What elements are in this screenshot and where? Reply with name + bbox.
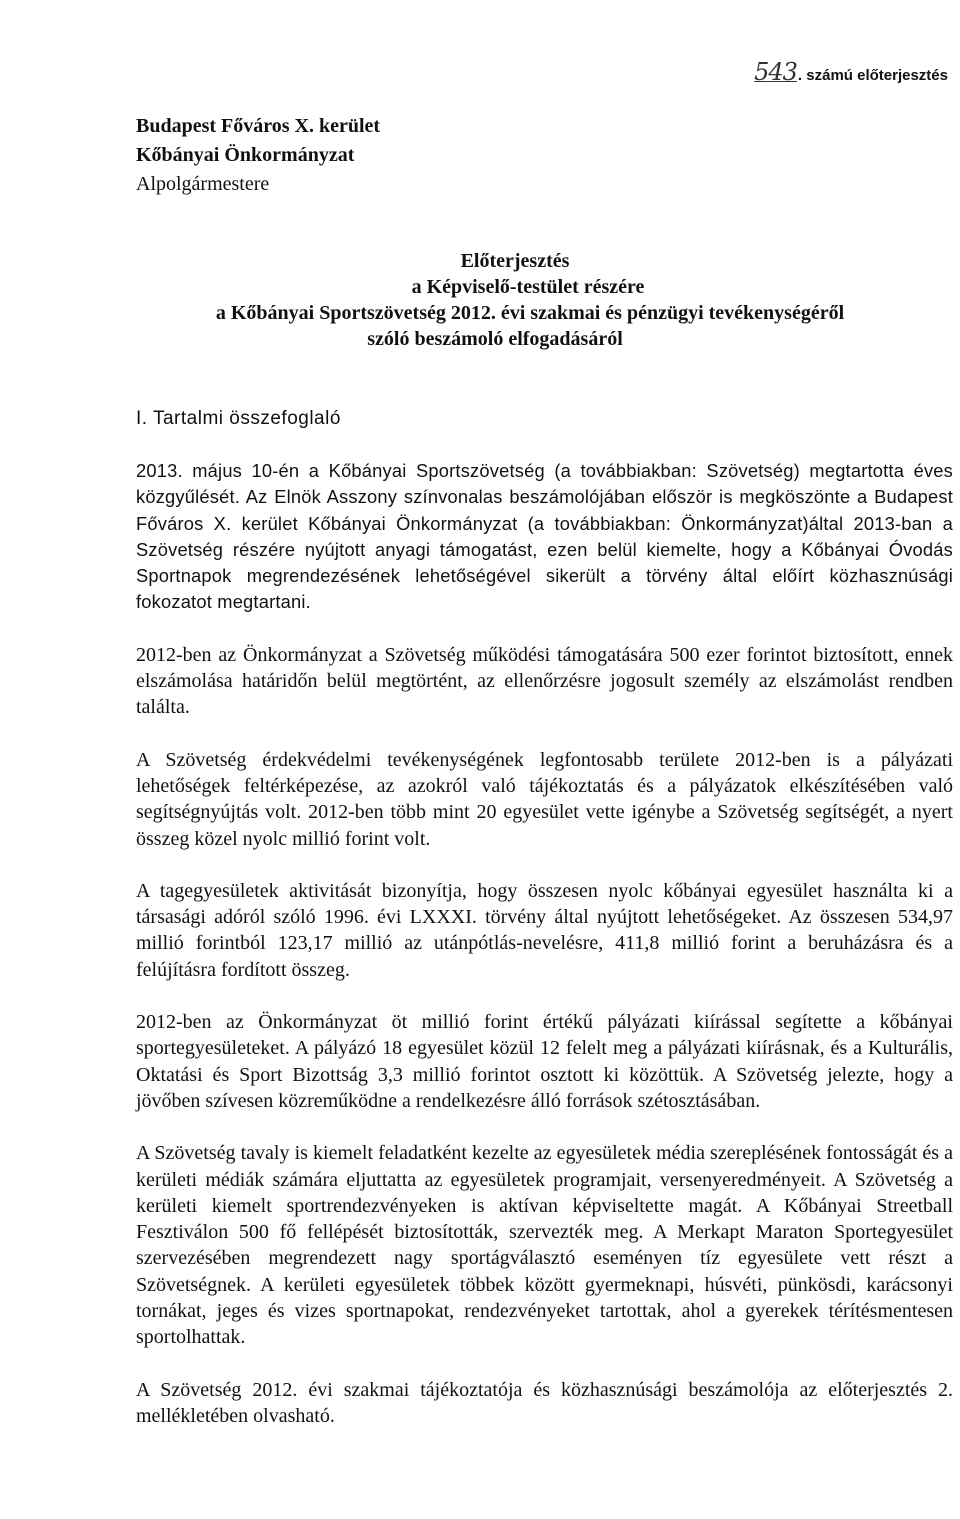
number-suffix: . számú előterjesztés — [797, 67, 948, 84]
title-line: szóló beszámoló elfogadásáról — [367, 328, 623, 350]
sender-line: Alpolgármestere — [136, 173, 270, 195]
sender-block — [136, 112, 380, 199]
sender-line: Budapest Főváros X. kerület — [136, 115, 381, 137]
document-body — [136, 458, 953, 1455]
paragraph: A Szövetség 2012. évi szakmai tájékoztatója és közhasznúsági beszámolója az előterjesztés 2. mellékletében olvasható. — [136, 1378, 953, 1427]
paragraph: 2013. május 10-én a Kőbányai Sportszövetség (a továbbiakban: Szövetség) megtartotta éves közgyűlését. Az Elnök Asszony színvonalas beszámolójában először is megköszönte a Budapest Főváros X. kerület Kőbányai Önkormányzat (a továbbiakban: Önkormányzat)által 2013-ban a Szövetség részére nyújtott anyagi támogatást, ezen belül kiemelte, hogy a Kőbányai Óvodás Sportnapok megrendezésének lehetőségével sikerült a törvény által előírt közhasznúsági fokozatot megtartani. — [136, 460, 953, 613]
title-line: a Képviselő-testület részére — [411, 276, 645, 298]
paragraph: 2012-ben az Önkormányzat öt millió forint értékű pályázati kiírással segítette a kőbányai sportegyesületeket. A pályázó 18 egyesület közül 12 felelt meg a pályázati kiírásnak, és a Kulturális, Oktatási és Sport Bizottság 3,3 millió forintot osztott ki közöttük. A Szövetség jelezte, hogy a jövőben szívesen közreműködne a rendelkezésre álló források szétosztásában. — [136, 1011, 953, 1112]
title-line: Előterjesztés — [460, 250, 570, 272]
paragraph: 2012-ben az Önkormányzat a Szövetség működési támogatására 500 ezer forintot biztosított, ennek elszámolása határidőn belül megtörtént, az ellenőrzésre jogosult személy az elszámolást rendben találta. — [136, 643, 953, 719]
handwritten-number: 543 — [754, 58, 797, 86]
submission-number — [754, 58, 948, 86]
title-line: a Kőbányai Sportszövetség 2012. évi szakmai és pénzügyi tevékenységéről — [215, 302, 845, 324]
sender-line: Kőbányai Önkormányzat — [136, 144, 355, 166]
document-title — [0, 248, 960, 352]
section-heading: I. Tartalmi összefoglaló — [136, 408, 341, 429]
paragraph: A Szövetség tavaly is kiemelt feladatként kezelte az egyesületek média szereplésének fontosságát és a kerületi médiák számára eljuttatta az egyesületek programjait, versenyeredményeit. A Szövetség a kerületi kiemelt sportrendezvényeken is aktívan képviseltette magát. A Kőbányai Streetball Fesztiválon 500 fő fellépését biztosították, szervezték meg. A Merkapt Maraton Sportegyesület szervezésében megrendezett nagy sportágválasztó eseményen tíz egyesülete vett részt a Szövetségnek. A kerületi egyesületek többek között gyermeknapi, húsvéti, pünkösdi, karácsonyi tornákat, jeges és vizes sportnapokat, rendezvényeket tartottak, ahol a gyerekek térítésmentesen sportolhattak. — [136, 1142, 953, 1349]
paragraph: A tagegyesületek aktivitását bizonyítja, hogy összesen nyolc kőbányai egyesület használta ki a társasági adóról szóló 1996. évi LXXXI. törvény által nyújtott lehetőségeket. Az összesen 534,97 millió forintból 123,17 millió az utánpótlás-nevelésre, 411,8 millió forint a beruházásra és a felújításra fordított összeg. — [136, 879, 953, 981]
paragraph: A Szövetség érdekvédelmi tevékenységének legfontosabb területe 2012-ben is a pályázati lehetőségek feltérképezése, az azokról való tájékoztatás és a pályázatok elkészítésében való segítségnyújtás volt. 2012-ben több mint 20 egyesület vette igénybe a Szövetség segítségét, a nyert összeg közel nyolc millió forint volt. — [136, 748, 953, 850]
